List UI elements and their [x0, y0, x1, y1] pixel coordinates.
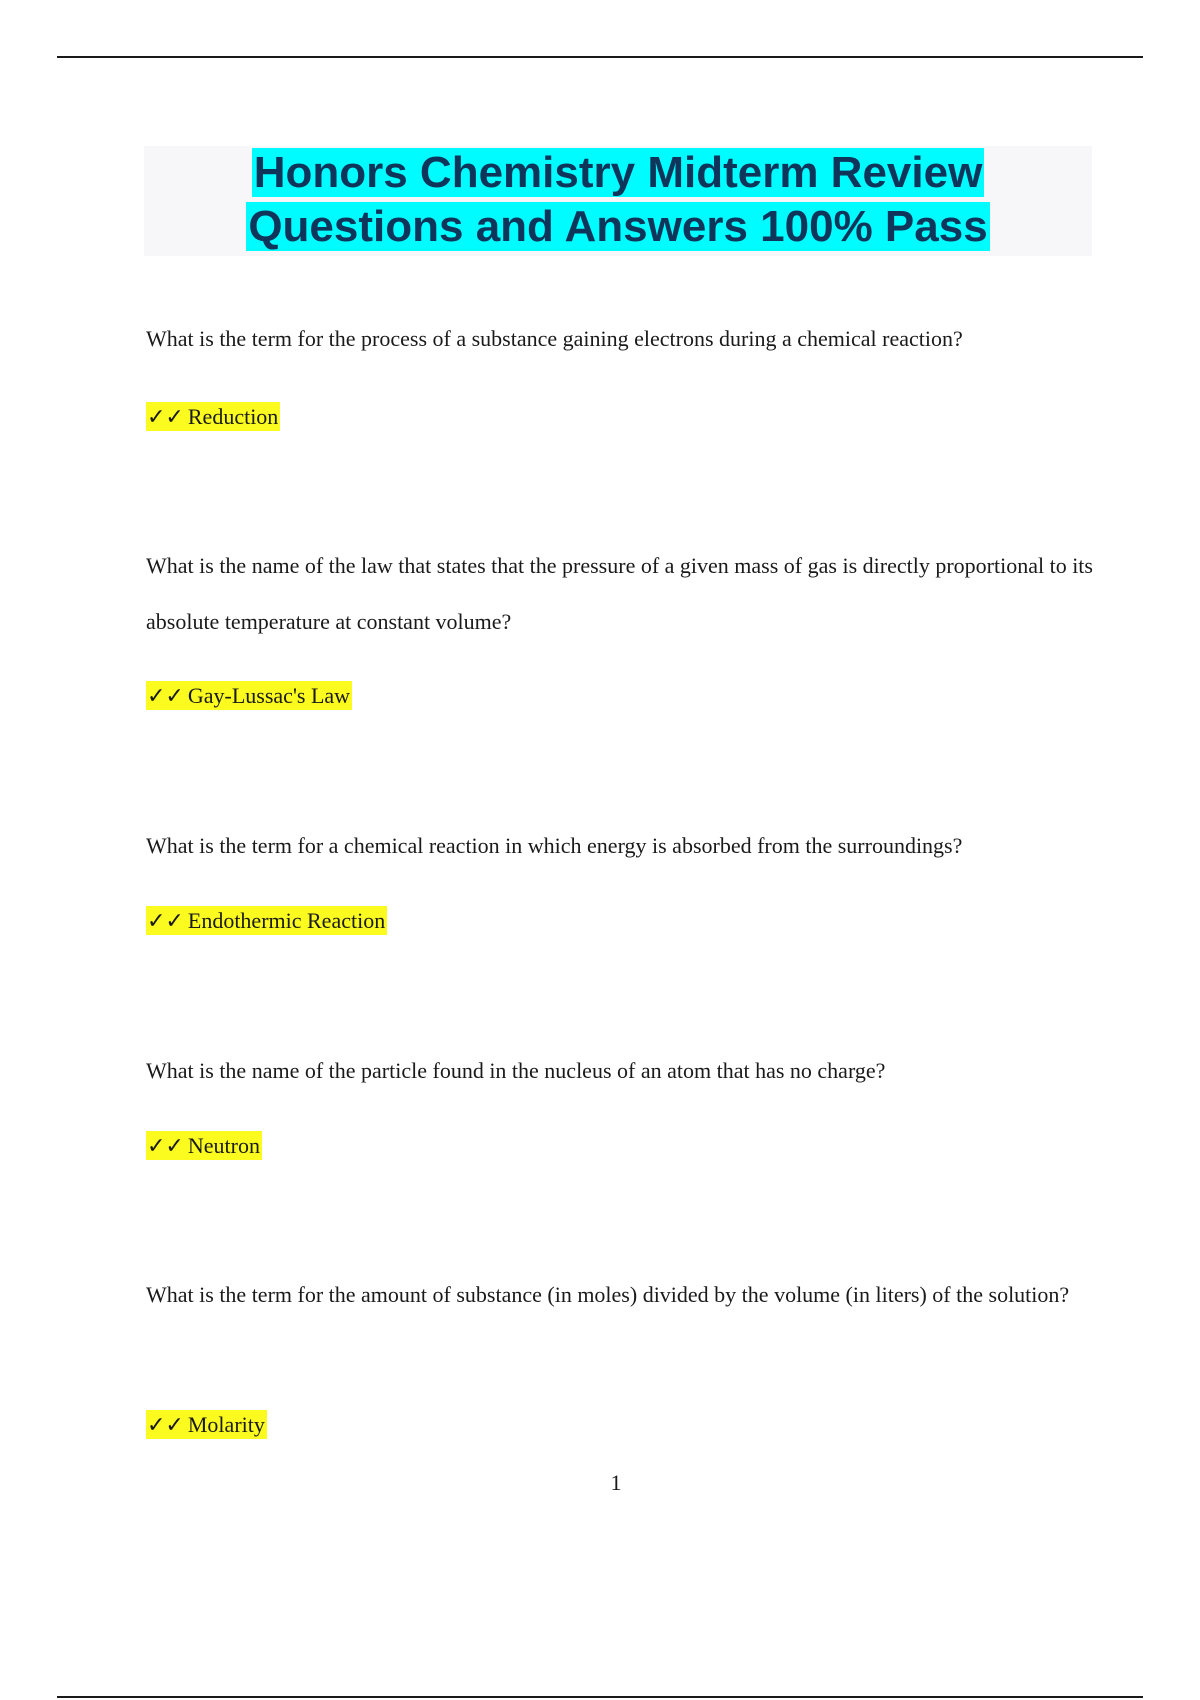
title-line-1: Honors Chemistry Midterm Review	[253, 148, 983, 197]
check-mark-icon: ✓✓	[147, 909, 184, 934]
check-mark-icon: ✓✓	[147, 1134, 184, 1159]
check-mark-icon: ✓✓	[147, 684, 184, 709]
title-line-2: Questions and Answers 100% Pass	[248, 202, 988, 251]
page-number: 1	[610, 1470, 622, 1495]
answer-2	[146, 681, 352, 712]
answer-4	[146, 1131, 262, 1162]
answer-1-text: Reduction	[187, 404, 279, 429]
bottom-rule	[57, 1696, 1143, 1698]
answer-4-text: Neutron	[187, 1133, 260, 1158]
question-1: What is the term for the process of a substance gaining electrons during a chemical reaction?	[146, 326, 963, 351]
answer-5	[146, 1410, 267, 1441]
question-3: What is the term for a chemical reaction in which energy is absorbed from the surroundings?	[146, 833, 963, 858]
check-mark-icon: ✓✓	[147, 1413, 184, 1438]
answer-2-text: Gay-Lussac's Law	[187, 683, 351, 708]
question-2: What is the name of the law that states that the pressure of a given mass of gas is directly proportional to its absolute temperature at constant volume?	[146, 553, 1093, 634]
answer-5-text: Molarity	[187, 1412, 265, 1437]
answer-3-text: Endothermic Reaction	[187, 908, 386, 933]
question-5: What is the term for the amount of substance (in moles) divided by the volume (in liters) of the solution?	[146, 1282, 1070, 1307]
answer-3	[146, 906, 387, 937]
question-4: What is the name of the particle found in the nucleus of an atom that has no charge?	[146, 1058, 886, 1083]
top-rule	[57, 56, 1143, 58]
document-title	[144, 146, 1092, 256]
answer-1	[146, 402, 280, 433]
check-mark-icon: ✓✓	[147, 405, 184, 430]
